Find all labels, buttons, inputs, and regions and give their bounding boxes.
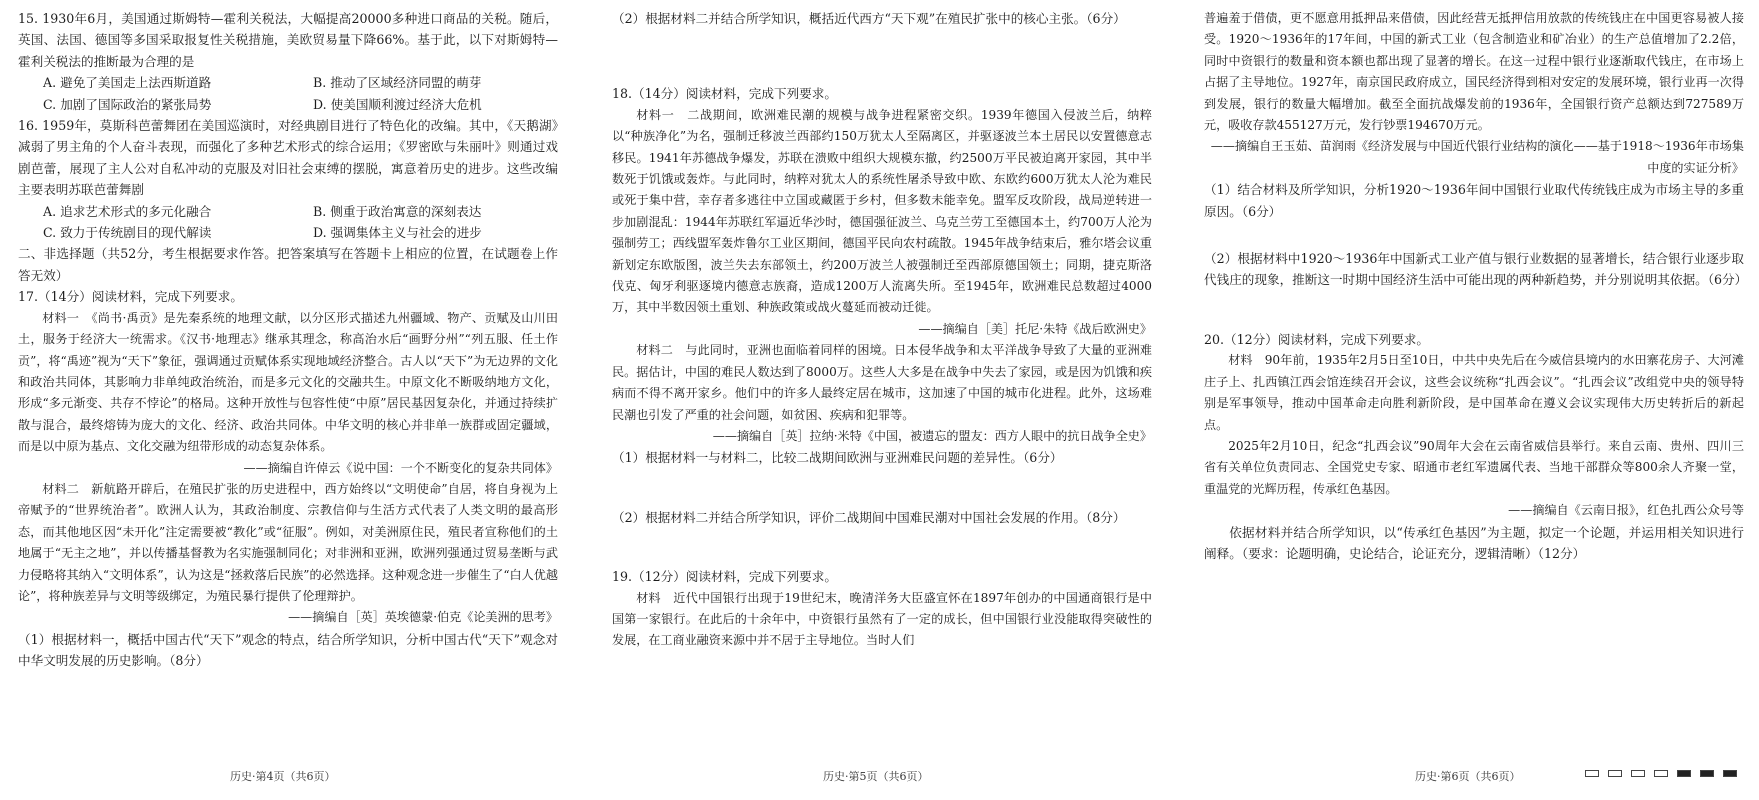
question-18-source-2: ——摘编自［英］拉纳·米特《中国，被遗忘的盟友：西方人眼中的抗日战争全史》 [712,428,1152,443]
question-18-material-2: 材料二 与此同时，亚洲也面临着同样的困境。日本侵华战争和太平洋战争导致了大量的亚洲难民。据估计，中国的难民人数达到了8000万。这些人大多是在战争中失去了家园，或是因为饥饿和疾病而不得不离开家乡。他们中的许多人最终定居在城市，这加速了中国的城市化进程。此外，这场难民潮也引发了严重的社会问题，如贫困、疾病和犯罪等。 [612,343,1152,422]
question-20-requirement: 依据材料并结合所学知识，以“传承红色基因”为主题，拟定一个论题，并运用相关知识进行阐释。（要求：论题明确，史论结合，论证充分，逻辑清晰）（12分） [1204,524,1744,561]
question-20-source: ——摘编自《云南日报》，红色扎西公众号等 [1508,503,1744,518]
question-19-requirement-2: （2）根据材料中1920～1936年中国新式工业产值与银行业数据的显著增长，结合银行业逐步取代钱庄的现象，推断这一时期中国经济生活中可能出现的两种新趋势，并分别说明其依据。（6分） [1204,251,1748,288]
question-17-source-2: ——摘编自［英］英埃德蒙·伯克《论美洲的思考》 [288,610,558,625]
question-15-options-row2 [18,94,558,115]
question-20-material-2: 2025年2月10日，纪念“扎西会议”90周年大会在云南省威信县举行。来自云南、贵州、四川三省有关单位负责同志、全国党史专家、昭通市老红军遗属代表、当地干部群众等800余人齐聚一堂，重温党的光辉历程，传承红色基因。 [1204,438,1744,496]
page-4 [18,8,558,783]
question-17-material-2: 材料二 新航路开辟后，在殖民扩张的历史进程中，西方始终以“文明使命”自居，将自身视为上帝赋予的“世界统治者”。欧洲人认为，其政治制度、宗教信仰与生活方式代表了人类文明的最高形态，而其他地区因“未开化”注定需要被“教化”或“征服”。例如，对美洲原住民，殖民者宣称他们的土地属于“无主之地”，并以传播基督教为名实施强制同化；对非洲和亚洲，欧洲列强通过贸易垄断与武力侵略将其纳入“文明体系”，认为这是“拯救落后民族”的必然选择。这种观念进一步催生了“白人优越论”，将种族差异与文明等级绑定，为殖民暴行提供了伦理辩护。 [18,481,558,603]
section-2-heading: 二、非选择题（共52分，考生根据要求作答。把答案填写在答题卡上相应的位置，在试题卷上作答无效） [18,246,558,283]
question-16-options-row2 [18,222,558,243]
option-d: D. 使美国顺利渡过经济大危机 [313,96,482,112]
answer-space [612,29,1152,83]
option-a: A. 避免了美国走上法西斯道路 [43,75,212,91]
question-20-head: 20.（12分）阅读材料，完成下列要求。 [1204,331,1429,347]
question-15-options-row1 [18,72,558,93]
question-20-material-1: 材料 90年前，1935年2月5日至10日，中共中央先后在今威信县境内的水田寨花房子、大河滩庄子上、扎西镇江西会馆连续召开会议，这些会议统称“扎西会议”。“扎西会议”改组党中央的领导特别是军事领导，推动中国革命走向胜利新阶段，是中国革命在遵义会议实现伟大历史转折后的新起点。 [1204,353,1744,432]
page-position-marks [1585,770,1737,777]
option-d: D. 强调集体主义与社会的进步 [313,225,482,241]
page-4-footer: 历史·第4页（共6页） [230,770,336,783]
option-c: C. 致力于传统剧目的现代解读 [43,225,212,241]
position-mark-filled [1677,770,1691,777]
option-b: B. 侧重于政治寓意的深刻表达 [313,203,482,219]
question-17-source-1: ——摘编自许倬云《说中国：一个不断变化的复杂共同体》 [243,460,558,475]
question-16-stem: 16. 1959年，莫斯科芭蕾舞团在美国巡演时，对经典剧目进行了特色化的改编。其中，《天鹅湖》减弱了男主角的个人奋斗表现，而强化了多种艺术形式的综合运用；《罗密欧与朱丽叶》则通过戏剧芭蕾，展现了主人公对自私冲动的克服及对旧社会束缚的摆脱，寓意着历史的进步。这些改编主要表明苏联芭蕾舞剧 [18,118,558,198]
position-mark-empty [1654,770,1668,777]
question-19-material: 材料 近代中国银行出现于19世纪末，晚清洋务大臣盛宣怀在1897年创办的中国通商银行是中国第一家银行。在此后的十余年中，中资银行虽然有了一定的成长，但中国银行业没能取得突破性的发展，在工商业融资来源中并不居于主导地位。当时人们 [612,590,1152,648]
option-b: B. 推动了区域经济同盟的萌芽 [313,75,482,91]
question-18-requirement-2: （2）根据材料二并结合所学知识，评价二战期间中国难民潮对中国社会发展的作用。（8分） [612,509,1126,525]
question-19-material-continued: 普遍羞于借债，更不愿意用抵押品来借债，因此经营无抵押信用放款的传统钱庄在中国更容易被人接受。1920～1936年的17年间，中国的新式工业（包含制造业和矿冶业）的生产总值增加了2.2倍，同时中资银行的数量和资本额也都出现了显著的增长。在这一过程中银行业逐渐取代钱庄，在市场上占据了主导地位。1927年，南京国民政府成立，国民经济得到相对安定的发展环境，银行业再一次得到发展，银行的数量大幅增加。截至全面抗战爆发前的1936年，全国银行资产总额达到727589万元，吸收存款455127万元，发行钞票194670万元。 [1204,11,1744,133]
option-a: A. 追求艺术形式的多元化融合 [43,203,212,219]
page-6 [1204,8,1748,783]
answer-space [1204,222,1744,248]
question-19-requirement-1: （1）结合材料及所学知识，分析1920～1936年间中国银行业取代传统钱庄成为市场主导的多重原因。（6分） [1204,182,1744,219]
option-c: C. 加剧了国际政治的紧张局势 [43,96,212,112]
question-19-head: 19.（12分）阅读材料，完成下列要求。 [612,569,837,585]
question-15-stem: 15. 1930年6月，美国通过斯姆特—霍利关税法，大幅提高20000多种进口商品的关税。随后，英国、法国、德国等多国采取报复性关税措施，美欧贸易量下降66%。基于此，以下对斯姆特—霍利关税法的推断最为合理的是 [18,11,558,69]
question-18-material-1: 材料一 二战期间，欧洲难民潮的规模与战争进程紧密交织。1939年德国入侵波兰后，纳粹以“种族净化”为名，强制迁移波兰西部约150万犹太人至隔离区，并驱逐波兰本土居民以安置德意志移民。1941年苏德战争爆发，苏联在溃败中组织大规模东撤，约2500万平民被迫离开家园，其中半数死于饥饿或轰炸。与此同时，纳粹对犹太人的系统性屠杀导致中欧、东欧约600万犹太人沦为难民或死于集中营，幸存者多逃往中立国或藏匿于乡村，但多数未能幸免。盟军反攻阶段，战局逆转进一步加剧混乱：1944年苏联红军逼近华沙时，德国强征波兰、乌克兰劳工至德国本土，约700万人沦为强制劳工；西线盟军轰炸鲁尔工业区期间，德国平民向农村疏散。1945年战争结束后，雅尔塔会议重新划定东欧版图，波兰失去东部领土，约200万波兰人被强制迁至西部原德国领土；同期，捷克斯洛伐克、匈牙利驱逐境内德意志族裔，造成1200万人流离失所。至1945年，欧洲难民总数超过4000万，其中半数因领土重划、种族政策或战火蔓延而被动迁徙。 [612,107,1152,315]
page-5 [612,8,1152,783]
page-6-footer: 历史·第6页（共6页） [1415,770,1521,783]
question-18-requirement-1: （1）根据材料一与材料二，比较二战期间欧洲与亚洲难民问题的差异性。（6分） [612,450,1063,466]
answer-space [612,469,1152,507]
question-17-requirement-2: （2）根据材料二并结合所学知识，概括近代西方“天下观”在殖民扩张中的核心主张。（6分） [612,11,1126,26]
question-18-source-1: ——摘编自［美］托尼·朱特《战后欧洲史》 [918,321,1152,336]
question-17-material-1: 材料一 《尚书·禹贡》是先秦系统的地理文献，以分区形式描述九州疆域、物产、贡赋及山川田土，服务于经济大一统需求。《汉书·地理志》继承其理念，称高治水后“画野分州”“列五服、任土作贡”，将“禹迹”视为“天下”象征，强调通过贡赋体系实现地域经济整合。古人以“天下”为无边界的文化和政治共同体，其影响力非单纯政治统治，而是多元文化的交融共生。中原文化不断吸纳地方文化，形成“多元渐变、共存不悖论”的格局。这种开放性与包容性使“中原”居民基因复杂化，并通过持续扩散与混合，最终熔铸为庞大的文化、经济、政治共同体。中华文明的核心并非单一族群或固定疆域，而是以中原为基点、文化交融为纽带形成的动态复杂体系。 [18,310,558,454]
question-17-head: 17.（14分）阅读材料，完成下列要求。 [18,289,243,305]
question-19-source: ——摘编自王玉茹、苗润雨《经济发展与中国近代银行业结构的演化——基于1918～1936年市场集中度的实证分析》 [1210,139,1744,175]
position-mark-empty [1608,770,1622,777]
question-17-requirement-1: （1）根据材料一，概括中国古代“天下”观念的特点，结合所学知识，分析中国古代“天下”观念对中华文明发展的历史影响。（8分） [18,631,558,669]
position-mark-empty [1585,770,1599,777]
answer-space [612,528,1152,566]
position-mark-empty [1631,770,1645,777]
question-16-options-row1 [18,201,558,222]
page-5-footer: 历史·第5页（共6页） [823,770,929,783]
position-mark-filled [1723,770,1737,777]
question-18-head: 18.（14分）阅读材料，完成下列要求。 [612,86,837,102]
position-mark-filled [1700,770,1714,777]
answer-space [1204,291,1744,329]
